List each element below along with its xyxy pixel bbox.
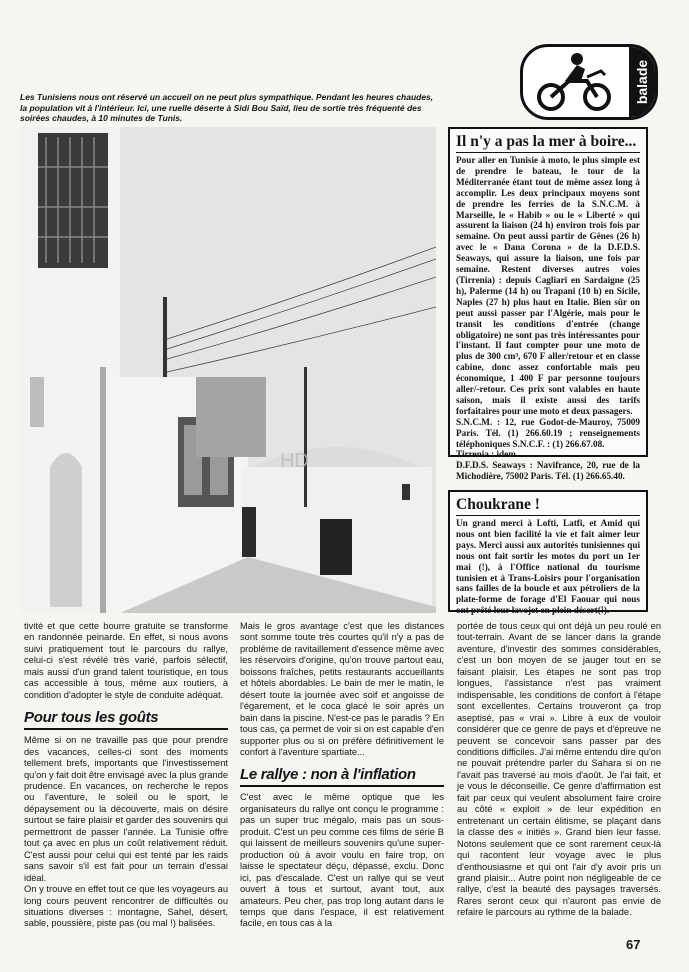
info-box-thanks — [448, 490, 648, 616]
street-photo — [20, 127, 436, 613]
section-heading-rallye: Le rallye : non à l'inflation — [240, 766, 444, 787]
info-box-text: Pour aller en Tunisie à moto, le plus simple est de prendre le bateau, le tour de la Méditerranée étant tout de même assez long à accomplir. Les deux principaux moyens sont de prendre les ferries de la S.N.C.M. à Marseille, le « Habib » ou le « Liberté » qui assurent la liaison (24 h) environ trois fois par semaine. On peut aussi partir de Gênes (26 h) avec le « Dana Corona » de la D.F.D.S. Seaways, qui assure la liaison, une fois par semaine. Restent diverses autres voies (Tirrenia) : depuis Cagliari en Sardaigne (25 h), Palerme (14 h) ou Trapani (10 h) en Sicile, Naples (27 h) plus haut en Italie. Bien sûr on peut aussi passer par l'Algérie, mais pour le transit les conditions d'entrée (change obligatoire) ne sont pas très intéressantes pour l'instant. Il faut compter pour une moto de plus de 300 cm³, 670 F aller/retour et en classe cabine, donc assez confortable mais peu économique, 1 400 F par personne toujours aller/-retour. Ces prix sont valables en haute saison, mais il existe aussi des tarifs forfaitaires pour une moto et deux passagers. — [456, 155, 640, 416]
photo-caption: Les Tunisiens nous ont réservé un accueil on ne peut plus sympathique. Pendant les heures chaudes, la population vit à l'intérieur. Ici, une ruelle déserte à Sidi Bou Saïd, lieu de sortie très fréquenté des soirées chaudes, à 10 minutes de Tunis. — [20, 92, 434, 123]
info-box-contact-tirrenia: Tirrenia : idem. — [456, 449, 519, 460]
column-2-paragraph-1: Mais le gros avantage c'est que les distances sont somme toute très courtes qu'il n'y a pas de problème de ravitaillement d'essence même avec les réservoirs d'origine, qu'on trouve partout eau, boissons fraîches, petits restaurants accueillants et hôtels abordables. Le bain de mer le matin, le désert toute la journée avec soif et angoisse de l'égarement, et le coca glacé le soir après un bain dans la piscine. N'est-ce pas le paradis ? En tous cas, ça permet de voir si on est capable d'en supporter plus ou si on préfère définitivement le confort à l'aventure spartiate... — [240, 621, 444, 757]
thanks-box-title: Choukrane ! — [456, 496, 640, 516]
column-1-paragraph-3: On y trouve en effet tout ce que les voyageurs au long cours peuvent rencontrer de difficultés ou situations diverses : montagne, Sahel, désert, sable, poussière, piste pas (ou mal !) balisées. — [24, 884, 228, 929]
badge-label: balade — [634, 59, 650, 105]
column-3-paragraph-1: portée de tous ceux qui ont déjà un peu roulé en tout-terrain. Avant de se lancer dans la grande aventure, d'investir des sommes considérables, c'est un bon moyen de se jauger tout en se faisant plaisir. Les étapes ne sont pas trop longues, l'assistance n'est pas vraiment indispensable, les conditions de confort à l'étape sont excellentes. Certains trouveront ça trop aseptisé, pas « vrai ». Libre à eux de vouloir considérer que ce genre de pays et d'épreuve ne peuvent se concevoir sans passer par des conditions difficiles. J'ai même entendu dire qu'on ne pouvait prétendre parler du Sahara si on ne l'avait pas traversé au mois d'août. Je l'ai fait, et je vous le déconseille. Ce genre d'affirmation est fait par ceux qui veulent absolument faire croire au côté « exploit » de leur expédition en entretenant un certain élitisme, se plaçant dans la classe des « initiés ». Grand bien leur fasse. Notons seulement que ce sont rarement ceux-là qui racontent leur voyage avec le plus d'enthousiasme et qui ont l'air d'y avoir pris un grand plaisir... Autre point non négligeable de ce rallye, c'est la beauté des paysages traversés. Rares seront ceux qui n'auront pas envie de refaire le parcours au rythme de la balade. — [457, 621, 661, 918]
balade-badge — [520, 44, 658, 120]
column-1-paragraph-2: Même si on ne travaille pas que pour prendre des vacances, celles-ci sont des moments tellement brefs, importants que l'investissement qu'on y fait doit être envisagé avec la plus grande prudence. En vacances, on recherche le repos ou l'aventure, le soleil ou le sport, le dépaysement ou la découverte, mais on désire surtout se faire plaisir et garder des souvenirs qui permettront de passer l'année. La Tunisie offre tout ça avec en plus un coût relativement réduit. C'est aussi pour celui qui est tenté par les raids sans savoir s'il est fait pour un terrain d'essai idéal. — [24, 735, 228, 883]
thanks-box-text: Un grand merci à Lofti, Latfi, et Amid qui nous ont bien facilité la vie et fait aimer leur pays. Merci aussi aux autorités tunisiennes qui nous ont fait sortir les motos du port un 1er mai (!), à l'Office national du tourisme tunisien et à Trans-Loisirs pour l'organisation sans failles de la boucle et aux pétroliers de la plate-forme de forage d'El Faouar qui nous ont prêté leur lavojet en plein désert(!). — [456, 518, 640, 616]
info-box-title: Il n'y a pas la mer à boire... — [456, 133, 640, 153]
photo-watermark: HD — [280, 450, 309, 472]
page-number: 67 — [626, 937, 641, 952]
info-box-contact-sncm: S.N.C.M. : 12, rue Godot-de-Mauroy, 75009 Paris. Tél. (1) 266.60.19 ; renseignements téléphoniques S.N.C.F. : (1) 266.67.08. — [456, 416, 640, 449]
article-column-1 — [24, 621, 228, 930]
article-column-2 — [240, 621, 444, 930]
badge-tab — [629, 47, 655, 117]
column-2-paragraph-2: C'est avec le même optique que les organisateurs du rallye ont conçu le programme : pas un super truc mégalo, mais pas un sous-produit. C'est un peu comme ces films de série B qui laissent de meilleurs souvenirs qu'une super-production où à avoir voulu en faire trop, on laisse le spectateur déçu, dépassé, exclu. Donc ici, pas d'escalade. C'est un rallye qui se veut ouvert à tous et surtout, avant tout, aux amateurs. Peu cher, pas trop long autant dans le temps que dans l'espace, il est relativement facile, en tous cas à la — [240, 792, 444, 929]
column-1-paragraph-1: tivité et que cette bourre gratuite se transforme en randonnée peinarde. En effet, si nous avons suivi pratiquement tout le parcours du rallye, celui-ci s'est révélé très varié, parfois sélectif, mais aussi d'un grand talent touristique, en tous cas accessible à tous, même aux routiers, à condition d'adopter le style de conduite adéquat. — [24, 621, 228, 700]
motorcycle-rider-icon — [525, 47, 625, 117]
info-box-contact-dfds: D.F.D.S. Seaways : Navifrance, 20, rue de la Michodière, 75002 Paris. Tél. (1) 266.65.40. — [456, 460, 640, 482]
info-box-ferries — [448, 127, 648, 482]
section-heading-gouts: Pour tous les goûts — [24, 709, 228, 730]
photo-illustration — [20, 127, 436, 613]
article-column-3 — [457, 621, 661, 919]
